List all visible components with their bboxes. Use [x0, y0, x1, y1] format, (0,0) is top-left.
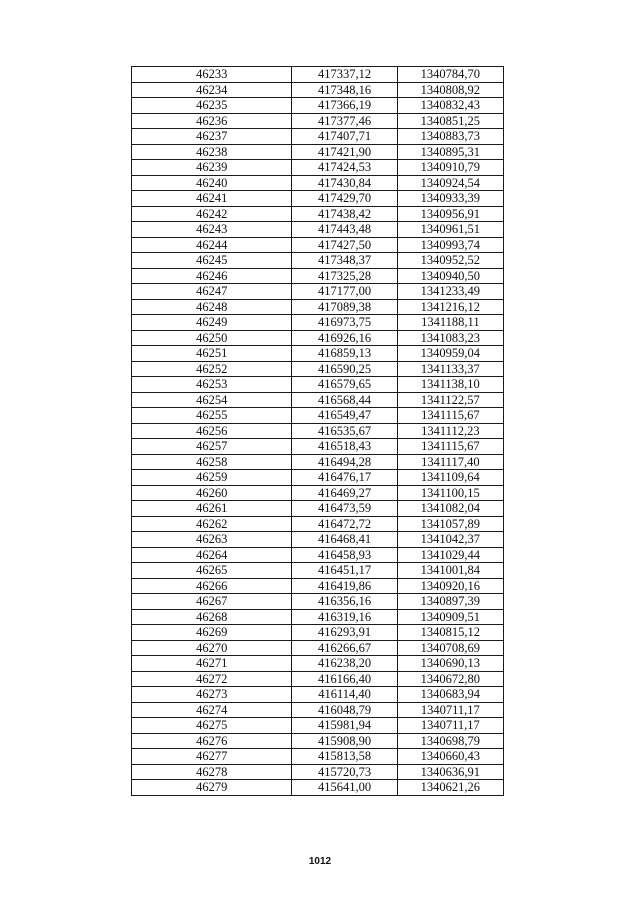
table-row: [132, 656, 504, 672]
table-row: [132, 330, 504, 346]
y-coordinate-cell: 1340883,73: [397, 129, 503, 145]
y-coordinate-cell: 1341100,15: [397, 485, 503, 501]
y-coordinate-cell: 1340895,31: [397, 144, 503, 160]
y-coordinate-cell: 1341042,37: [397, 532, 503, 548]
x-coordinate-cell: 416535,67: [292, 423, 397, 439]
point-number-cell: 46270: [132, 640, 292, 656]
x-coordinate-cell: 415908,90: [292, 733, 397, 749]
x-coordinate-cell: 416568,44: [292, 392, 397, 408]
table-row: [132, 532, 504, 548]
table-row: [132, 408, 504, 424]
y-coordinate-cell: 1340909,51: [397, 609, 503, 625]
point-number-cell: 46277: [132, 749, 292, 765]
point-number-cell: 46240: [132, 175, 292, 191]
x-coordinate-cell: 416419,86: [292, 578, 397, 594]
table-row: [132, 222, 504, 238]
y-coordinate-cell: 1340933,39: [397, 191, 503, 207]
table-row: [132, 361, 504, 377]
x-coordinate-cell: 417377,46: [292, 113, 397, 129]
y-coordinate-cell: 1340924,54: [397, 175, 503, 191]
y-coordinate-cell: 1341112,23: [397, 423, 503, 439]
point-number-cell: 46269: [132, 625, 292, 641]
y-coordinate-cell: 1340940,50: [397, 268, 503, 284]
table-row: [132, 98, 504, 114]
y-coordinate-cell: 1340897,39: [397, 594, 503, 610]
point-number-cell: 46243: [132, 222, 292, 238]
table-row: [132, 501, 504, 517]
y-coordinate-cell: 1341057,89: [397, 516, 503, 532]
x-coordinate-cell: 416293,91: [292, 625, 397, 641]
y-coordinate-cell: 1341188,11: [397, 315, 503, 331]
point-number-cell: 46255: [132, 408, 292, 424]
point-number-cell: 46235: [132, 98, 292, 114]
point-number-cell: 46245: [132, 253, 292, 269]
table-row: [132, 129, 504, 145]
x-coordinate-cell: 417438,42: [292, 206, 397, 222]
table-row: [132, 470, 504, 486]
y-coordinate-cell: 1340920,16: [397, 578, 503, 594]
table-row: [132, 780, 504, 796]
y-coordinate-cell: 1340832,43: [397, 98, 503, 114]
y-coordinate-cell: 1340636,91: [397, 764, 503, 780]
table-row: [132, 454, 504, 470]
x-coordinate-cell: 417443,48: [292, 222, 397, 238]
y-coordinate-cell: 1340690,13: [397, 656, 503, 672]
point-number-cell: 46264: [132, 547, 292, 563]
point-number-cell: 46241: [132, 191, 292, 207]
page-number: 1012: [308, 856, 332, 867]
table-row: [132, 671, 504, 687]
point-number-cell: 46267: [132, 594, 292, 610]
table-row: [132, 113, 504, 129]
x-coordinate-cell: 415641,00: [292, 780, 397, 796]
y-coordinate-cell: 1340683,94: [397, 687, 503, 703]
coordinates-table-body: [132, 67, 504, 796]
table-row: [132, 749, 504, 765]
x-coordinate-cell: 417366,19: [292, 98, 397, 114]
point-number-cell: 46252: [132, 361, 292, 377]
y-coordinate-cell: 1340956,91: [397, 206, 503, 222]
table-row: [132, 609, 504, 625]
x-coordinate-cell: 416472,72: [292, 516, 397, 532]
table-row: [132, 160, 504, 176]
point-number-cell: 46249: [132, 315, 292, 331]
point-number-cell: 46254: [132, 392, 292, 408]
x-coordinate-cell: 416473,59: [292, 501, 397, 517]
x-coordinate-cell: 416859,13: [292, 346, 397, 362]
x-coordinate-cell: 417337,12: [292, 67, 397, 83]
point-number-cell: 46248: [132, 299, 292, 315]
x-coordinate-cell: 416469,27: [292, 485, 397, 501]
table-row: [132, 67, 504, 83]
y-coordinate-cell: 1341138,10: [397, 377, 503, 393]
y-coordinate-cell: 1341082,04: [397, 501, 503, 517]
x-coordinate-cell: 417089,38: [292, 299, 397, 315]
point-number-cell: 46258: [132, 454, 292, 470]
x-coordinate-cell: 416319,16: [292, 609, 397, 625]
table-row: [132, 191, 504, 207]
y-coordinate-cell: 1340851,25: [397, 113, 503, 129]
x-coordinate-cell: 417407,71: [292, 129, 397, 145]
table-row: [132, 718, 504, 734]
y-coordinate-cell: 1340959,04: [397, 346, 503, 362]
x-coordinate-cell: 416266,67: [292, 640, 397, 656]
point-number-cell: 46279: [132, 780, 292, 796]
x-coordinate-cell: 416356,16: [292, 594, 397, 610]
point-number-cell: 46278: [132, 764, 292, 780]
x-coordinate-cell: 417325,28: [292, 268, 397, 284]
x-coordinate-cell: 416458,93: [292, 547, 397, 563]
point-number-cell: 46238: [132, 144, 292, 160]
point-number-cell: 46259: [132, 470, 292, 486]
x-coordinate-cell: 416518,43: [292, 439, 397, 455]
y-coordinate-cell: 1340698,79: [397, 733, 503, 749]
x-coordinate-cell: 416238,20: [292, 656, 397, 672]
y-coordinate-cell: 1341122,57: [397, 392, 503, 408]
y-coordinate-cell: 1341109,64: [397, 470, 503, 486]
x-coordinate-cell: 415720,73: [292, 764, 397, 780]
table-row: [132, 687, 504, 703]
point-number-cell: 46272: [132, 671, 292, 687]
x-coordinate-cell: 417427,50: [292, 237, 397, 253]
point-number-cell: 46253: [132, 377, 292, 393]
point-number-cell: 46246: [132, 268, 292, 284]
point-number-cell: 46257: [132, 439, 292, 455]
point-number-cell: 46262: [132, 516, 292, 532]
table-row: [132, 237, 504, 253]
point-number-cell: 46251: [132, 346, 292, 362]
y-coordinate-cell: 1341233,49: [397, 284, 503, 300]
y-coordinate-cell: 1340815,12: [397, 625, 503, 641]
x-coordinate-cell: 415981,94: [292, 718, 397, 734]
y-coordinate-cell: 1341115,67: [397, 439, 503, 455]
table-row: [132, 485, 504, 501]
table-row: [132, 423, 504, 439]
y-coordinate-cell: 1341029,44: [397, 547, 503, 563]
table-row: [132, 377, 504, 393]
table-row: [132, 299, 504, 315]
point-number-cell: 46263: [132, 532, 292, 548]
point-number-cell: 46276: [132, 733, 292, 749]
point-number-cell: 46244: [132, 237, 292, 253]
y-coordinate-cell: 1340784,70: [397, 67, 503, 83]
x-coordinate-cell: 416048,79: [292, 702, 397, 718]
table-row: [132, 625, 504, 641]
table-row: [132, 268, 504, 284]
x-coordinate-cell: 416494,28: [292, 454, 397, 470]
x-coordinate-cell: 416476,17: [292, 470, 397, 486]
table-row: [132, 563, 504, 579]
x-coordinate-cell: 416973,75: [292, 315, 397, 331]
y-coordinate-cell: 1341216,12: [397, 299, 503, 315]
y-coordinate-cell: 1340711,17: [397, 718, 503, 734]
table-row: [132, 439, 504, 455]
point-number-cell: 46273: [132, 687, 292, 703]
y-coordinate-cell: 1340993,74: [397, 237, 503, 253]
y-coordinate-cell: 1341001,84: [397, 563, 503, 579]
coordinates-table: [131, 66, 504, 796]
x-coordinate-cell: 415813,58: [292, 749, 397, 765]
x-coordinate-cell: 417177,00: [292, 284, 397, 300]
y-coordinate-cell: 1340708,69: [397, 640, 503, 656]
x-coordinate-cell: 416468,41: [292, 532, 397, 548]
y-coordinate-cell: 1341133,37: [397, 361, 503, 377]
y-coordinate-cell: 1341117,40: [397, 454, 503, 470]
y-coordinate-cell: 1340672,80: [397, 671, 503, 687]
point-number-cell: 46261: [132, 501, 292, 517]
y-coordinate-cell: 1340961,51: [397, 222, 503, 238]
point-number-cell: 46271: [132, 656, 292, 672]
point-number-cell: 46250: [132, 330, 292, 346]
point-number-cell: 46242: [132, 206, 292, 222]
x-coordinate-cell: 417421,90: [292, 144, 397, 160]
point-number-cell: 46274: [132, 702, 292, 718]
point-number-cell: 46236: [132, 113, 292, 129]
y-coordinate-cell: 1340711,17: [397, 702, 503, 718]
point-number-cell: 46256: [132, 423, 292, 439]
x-coordinate-cell: 416590,25: [292, 361, 397, 377]
x-coordinate-cell: 416114,40: [292, 687, 397, 703]
point-number-cell: 46233: [132, 67, 292, 83]
y-coordinate-cell: 1341083,23: [397, 330, 503, 346]
point-number-cell: 46266: [132, 578, 292, 594]
point-number-cell: 46237: [132, 129, 292, 145]
point-number-cell: 46247: [132, 284, 292, 300]
table-row: [132, 640, 504, 656]
table-row: [132, 764, 504, 780]
table-row: [132, 516, 504, 532]
table-row: [132, 144, 504, 160]
table-row: [132, 578, 504, 594]
point-number-cell: 46239: [132, 160, 292, 176]
point-number-cell: 46268: [132, 609, 292, 625]
y-coordinate-cell: 1340808,92: [397, 82, 503, 98]
x-coordinate-cell: 416451,17: [292, 563, 397, 579]
y-coordinate-cell: 1341115,67: [397, 408, 503, 424]
y-coordinate-cell: 1340660,43: [397, 749, 503, 765]
x-coordinate-cell: 416926,16: [292, 330, 397, 346]
y-coordinate-cell: 1340621,26: [397, 780, 503, 796]
x-coordinate-cell: 416549,47: [292, 408, 397, 424]
x-coordinate-cell: 417424,53: [292, 160, 397, 176]
table-row: [132, 733, 504, 749]
table-row: [132, 253, 504, 269]
x-coordinate-cell: 416579,65: [292, 377, 397, 393]
table-row: [132, 284, 504, 300]
table-row: [132, 346, 504, 362]
point-number-cell: 46260: [132, 485, 292, 501]
point-number-cell: 46275: [132, 718, 292, 734]
x-coordinate-cell: 416166,40: [292, 671, 397, 687]
table-row: [132, 206, 504, 222]
table-row: [132, 315, 504, 331]
table-row: [132, 547, 504, 563]
x-coordinate-cell: 417429,70: [292, 191, 397, 207]
x-coordinate-cell: 417348,37: [292, 253, 397, 269]
table-row: [132, 594, 504, 610]
x-coordinate-cell: 417348,16: [292, 82, 397, 98]
table-row: [132, 702, 504, 718]
table-row: [132, 82, 504, 98]
y-coordinate-cell: 1340952,52: [397, 253, 503, 269]
point-number-cell: 46234: [132, 82, 292, 98]
point-number-cell: 46265: [132, 563, 292, 579]
y-coordinate-cell: 1340910,79: [397, 160, 503, 176]
table-row: [132, 175, 504, 191]
x-coordinate-cell: 417430,84: [292, 175, 397, 191]
table-row: [132, 392, 504, 408]
